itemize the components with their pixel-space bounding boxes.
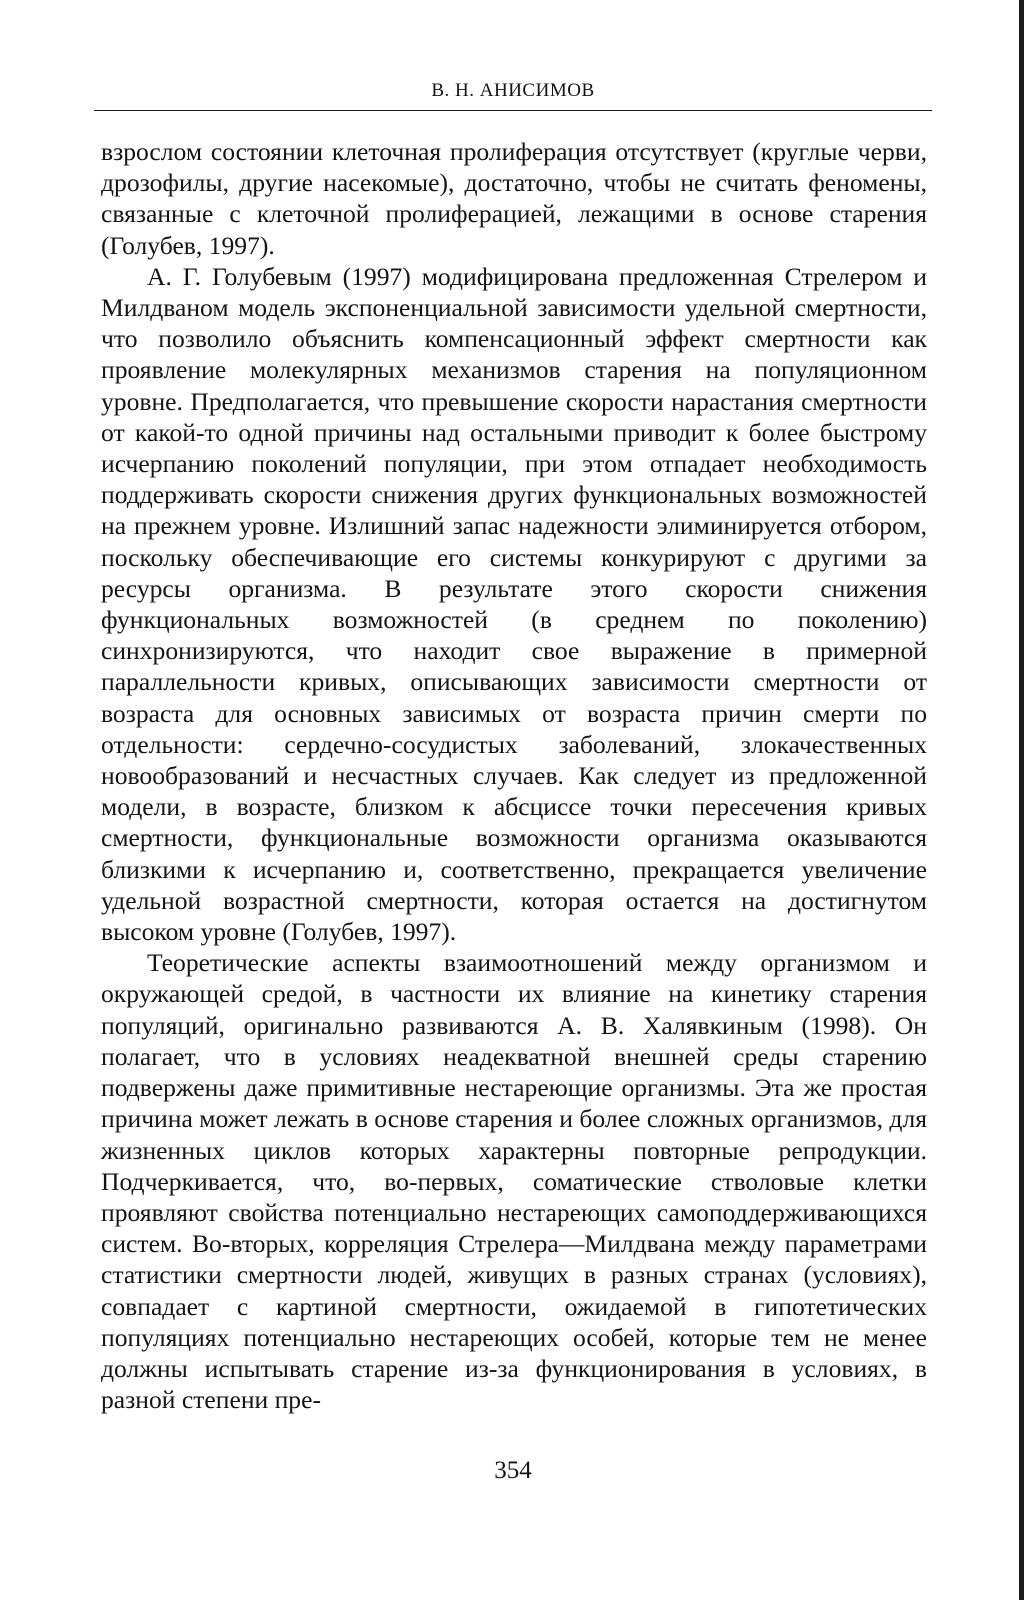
- page-number: 354: [494, 1457, 532, 1484]
- running-header: В. Н. АНИСИМОВ: [431, 80, 595, 101]
- paragraph: Теоретические аспекты взаимоотношений между организмом и окружающей средой, в частности их влияние на кинетику старения популяций, оригинально развиваются А. В. Халявкиным (1998). Он полагает, что в условиях неадекватной внешней среды старению подвержены даже примитивные нестареющие организмы. Эта же простая причина может лежать в основе старения и более сложных организмов, для жизненных циклов которых характерны повторные репродукции. Подчеркивается, что, во-первых, соматические стволовые клетки проявляют свойства потенциально нестареющих самоподдерживающихся систем. Во-вторых, корреляция Стрелера—Милдвана между параметрами статистики смертности людей, живущих в разных странах (условиях), совпадает с картиной смертности, ожидаемой в гипотетических популяциях потенциально нестареющих особей, которые тем не менее должны испытывать старение из-за функционирования в условиях, в разной степени пре-: [101, 948, 927, 1415]
- paragraph-continuation: взрослом состоянии клеточная пролиферация отсутствует (круглые черви, дрозофилы, другие насекомые), достаточно, чтобы не считать феномены, связанные с клеточной пролиферацией, лежащими в основе старения (Голубев, 1997).: [101, 137, 927, 260]
- header-rule: [94, 110, 932, 111]
- paragraph: А. Г. Голубевым (1997) модифицирована предложенная Стрелером и Милдваном модель экспоненциальной зависимости удельной смертности, что позволило объяснить компенсационный эффект смертности как проявление молекулярных механизмов старения на популяционном уровне. Предполагается, что превышение скорости нарастания смертности от какой-то одной причины над остальными приводит к более быстрому исчерпанию поколений популяции, при этом отпадает необходимость поддерживать скорости снижения других функциональных возможностей на прежнем уровне. Излишний запас надежности элиминируется отбором, поскольку обеспечивающие его системы конкурируют с другими за ресурсы организма. В результате этого скорости снижения функциональных возможностей (в среднем по поколению) синхронизируются, что находит свое выражение в примерной параллельности кривых, описывающих зависимости смертности от возраста для основных зависимых от возраста причин смерти по отдельности: сердечно-сосудистых заболеваний, злокачественных новообразований и несчастных случаев. Как следует из предложенной модели, в возрасте, близком к абсциссе точки пересечения кривых смертности, функциональные возможности организма оказываются близкими к исчерпанию и, соответственно, прекращается увеличение удельной возрастной смертности, которая остается на достигнутом высоком уровне (Голубев, 1997).: [101, 261, 927, 947]
- page-edge-shadow: [1019, 0, 1024, 1600]
- body-text: [101, 136, 927, 1415]
